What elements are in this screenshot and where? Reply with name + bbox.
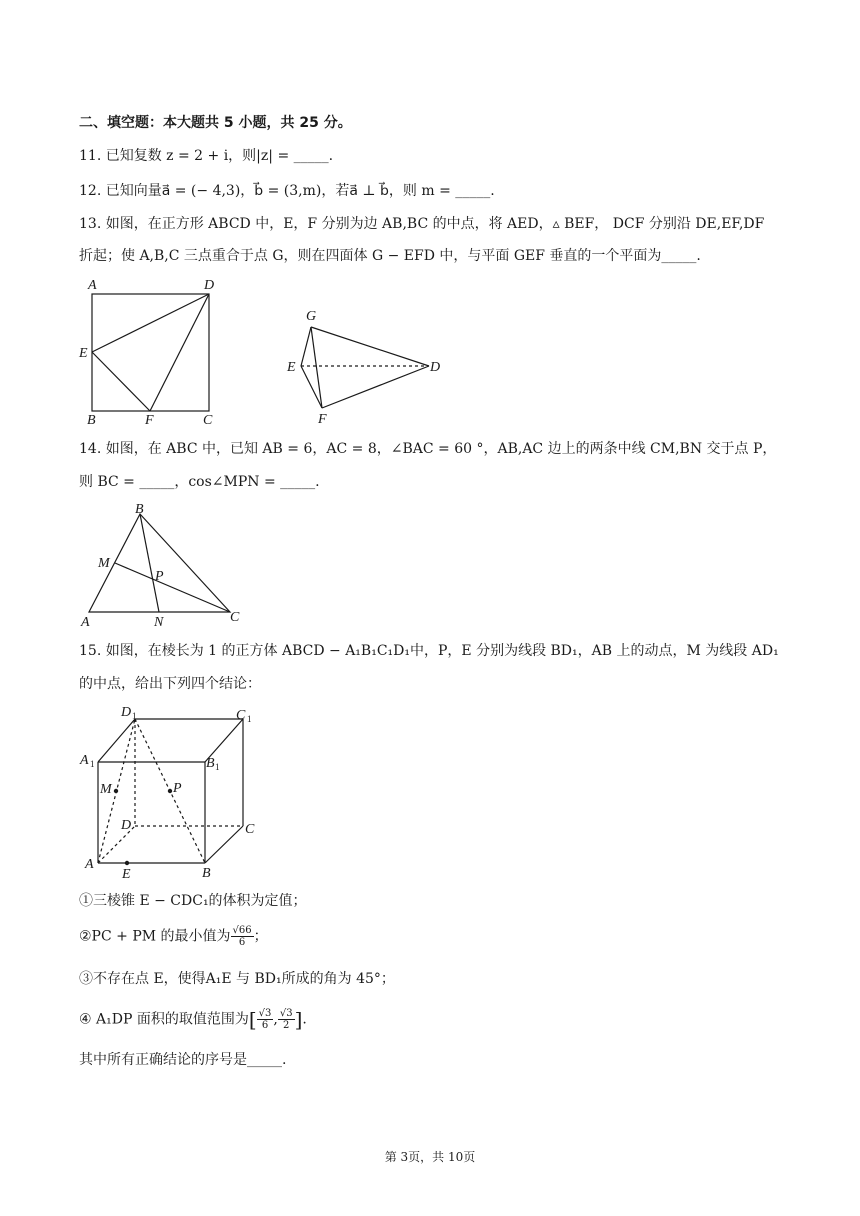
label-P: P — [173, 781, 182, 796]
point-P — [168, 789, 172, 793]
fraction-sqrt3-over-2: $\frac{√3}{2}$ — [279, 1008, 293, 1031]
segment-FD — [150, 294, 209, 411]
segment-ED — [92, 294, 209, 352]
label-F: F — [145, 413, 154, 428]
conclusion-2: ②PC + PM 的最小值为 $\frac{√66}{6}$ ； — [79, 925, 268, 948]
triangle-ABC — [89, 514, 230, 612]
conclusion-1: ①三棱锥 E − CDC₁的体积为定值； — [79, 893, 307, 909]
label-F: F — [318, 412, 327, 427]
label-B: B — [202, 866, 211, 880]
edge-FD — [322, 366, 429, 408]
question-12: 12. 已知向量a⃗ = (− 4,3)，b⃗ = (3,m)，若a⃗ ⊥ b⃗，则 m = _____. — [79, 183, 495, 199]
label-D1: D — [121, 705, 132, 720]
label-E: E — [79, 346, 88, 361]
label-A: A — [88, 278, 97, 293]
label-B1: B — [206, 756, 215, 771]
label-C1-sub: 1 — [247, 714, 252, 724]
conclusion-4: ④ A₁DP 面积的取值范围为[ $\frac{√3}{6}$ , $\frac{√3}{2}$ ]. — [79, 1007, 307, 1032]
conclusion-3: ③不存在点 E，使得A₁E 与 BD₁所成的角为 45°； — [79, 971, 395, 987]
square-outline — [92, 294, 209, 411]
label-C: C — [203, 413, 213, 428]
figure-triangle — [75, 500, 250, 634]
label-B: B — [135, 502, 144, 517]
fraction-sqrt3-over-6: $\frac{√3}{6}$ — [258, 1008, 272, 1031]
final-question: 其中所有正确结论的序号是_____. — [79, 1052, 287, 1068]
edge-BC — [205, 826, 243, 863]
label-A1-sub: 1 — [90, 759, 95, 769]
conclusion-2-text: ②PC + PM 的最小值为 — [79, 928, 231, 945]
label-E: E — [287, 360, 296, 375]
label-G: G — [306, 309, 317, 324]
page-footer: 第 3页，共 10页 — [384, 1150, 476, 1164]
segment-EF — [92, 352, 150, 411]
label-A: A — [85, 857, 94, 872]
question-15-line-2: 的中点，给出下列四个结论： — [79, 676, 261, 692]
conclusion-4-text: ④ A₁DP 面积的取值范围为 — [79, 1011, 249, 1028]
question-11: 11. 已知复数 z = 2 + i，则|z| = _____. — [79, 148, 334, 164]
label-B1-sub: 1 — [215, 762, 220, 772]
question-14-line-2: 则 BC = _____，cos∠MPN = _____. — [79, 474, 320, 490]
label-C1: C — [236, 708, 246, 723]
label-D: D — [121, 818, 132, 833]
question-13-line-2: 折起；使 A,B,C 三点重合于点 G，则在四面体 G − EFD 中，与平面 GEF 垂直的一个平面为_____. — [79, 248, 701, 264]
median-CM — [115, 563, 230, 612]
label-D: D — [430, 360, 441, 375]
label-B: B — [87, 413, 96, 428]
question-15-line-1: 15. 如图，在棱长为 1 的正方体 ABCD − A₁B₁C₁D₁中，P，E 分别为线段 BD₁，AB 上的动点，M 为线段 AD₁ — [79, 643, 779, 659]
label-M: M — [98, 556, 110, 571]
label-M: M — [100, 782, 112, 797]
question-14-line-1: 14. 如图，在 ABC 中，已知 AB = 6，AC = 8，∠BAC = 60 °，AB,AC 边上的两条中线 CM,BN 交于点 P， — [79, 441, 777, 457]
label-E: E — [122, 867, 131, 880]
figure-cube — [76, 700, 266, 884]
point-E — [125, 861, 129, 865]
label-P: P — [155, 569, 164, 584]
label-A: A — [81, 615, 90, 630]
edge-GD — [311, 327, 429, 366]
label-A1: A — [80, 753, 89, 768]
median-BN — [140, 514, 159, 612]
edge-GE — [301, 327, 311, 366]
figure-tetrahedron — [285, 305, 450, 434]
label-C: C — [230, 610, 240, 625]
label-D: D — [204, 278, 215, 293]
section-title: 二、填空题：本大题共 5 小题，共 25 分。 — [79, 115, 352, 131]
question-13-line-1: 13. 如图，在正方形 ABCD 中，E，F 分别为边 AB,BC 的中点，将 AED，▵ BEF， DCF 分别沿 DE,EF,DF — [79, 216, 765, 232]
point-M — [114, 789, 118, 793]
label-N: N — [154, 615, 164, 630]
fraction-sqrt66-over-6: $\frac{√66}{6}$ — [232, 925, 252, 948]
figure-square — [78, 278, 228, 434]
label-D1-sub: 1 — [132, 711, 137, 721]
label-C: C — [245, 822, 255, 837]
